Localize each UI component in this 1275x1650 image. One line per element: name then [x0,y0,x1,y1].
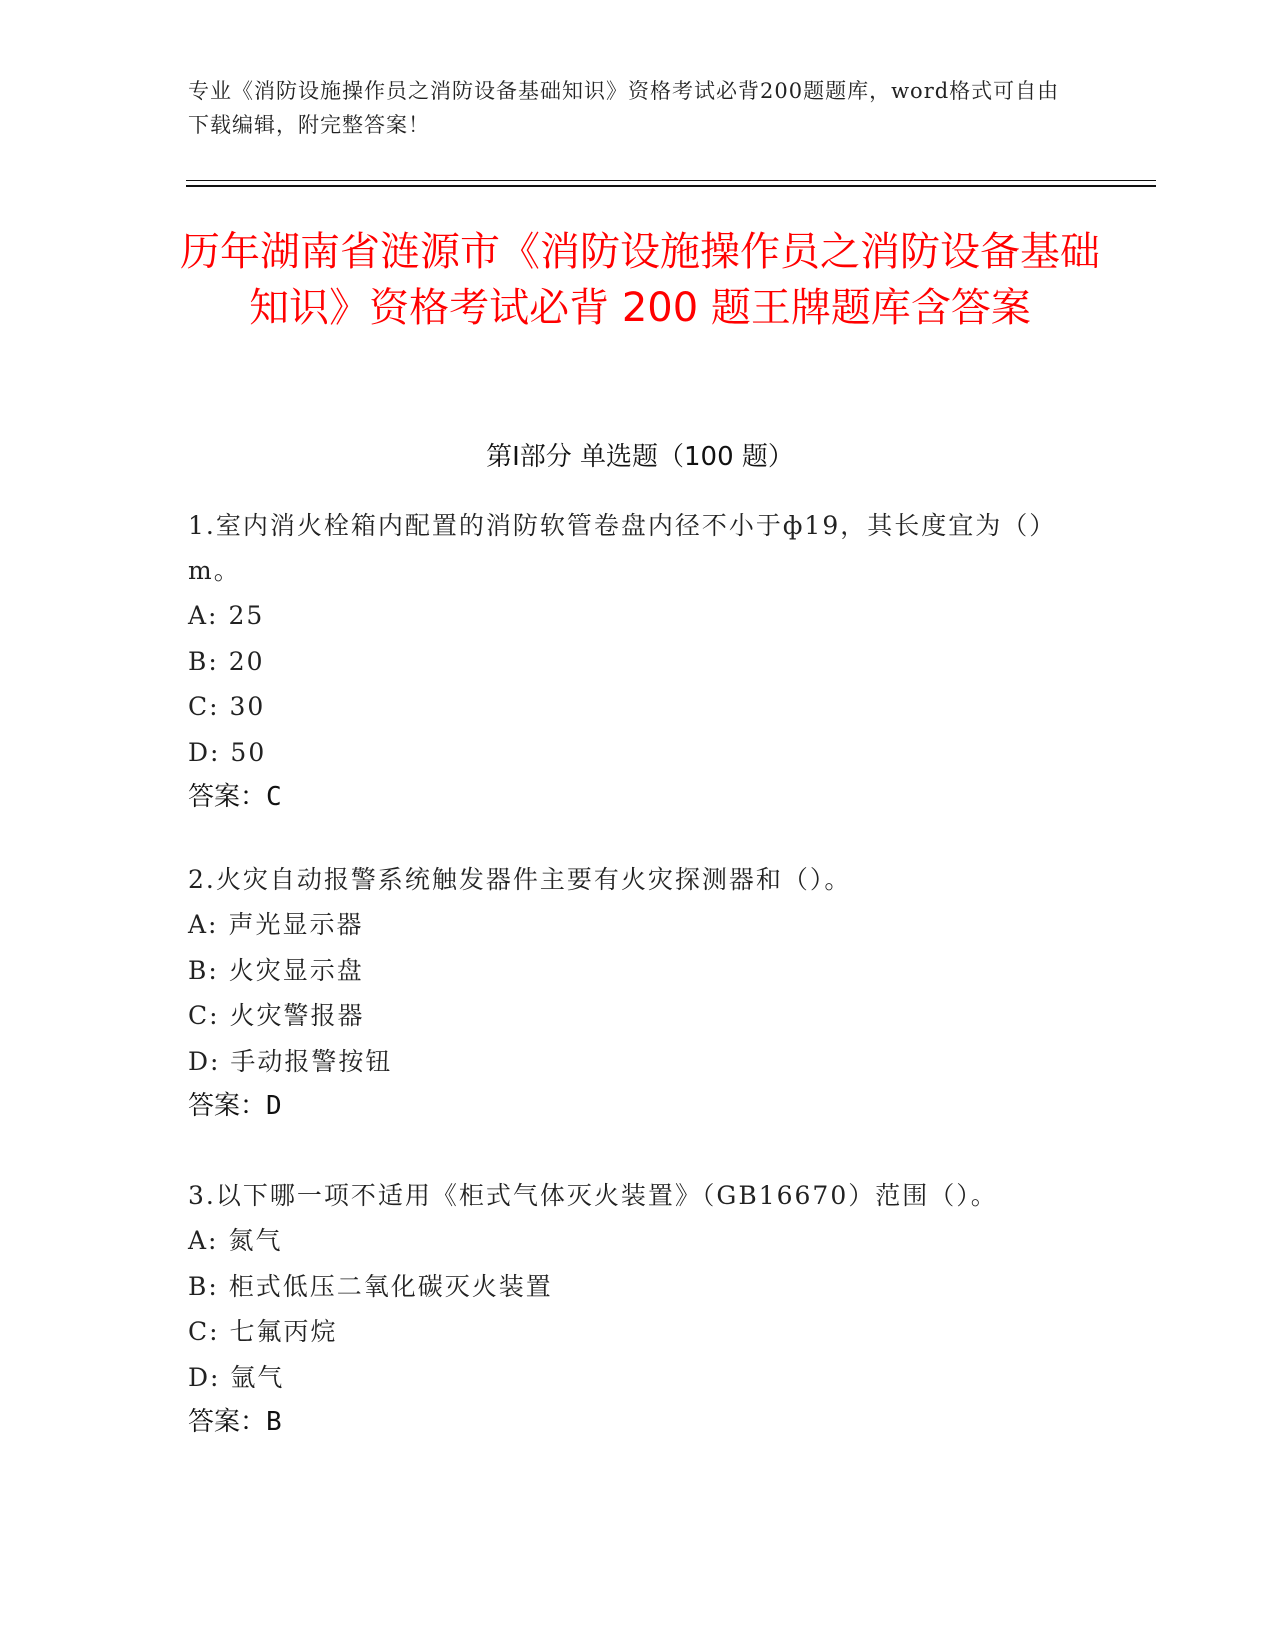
option-text: 氮气 [228,1226,283,1255]
question-2 [188,857,1068,1129]
answer-value: D [266,1091,282,1121]
option-label: C: [188,1317,220,1346]
option-label: B: [188,955,219,985]
answer [188,1400,1068,1445]
option-d [188,1355,1068,1401]
option-label: C: [188,692,220,721]
option-a [188,1218,1068,1264]
option-label: C: [188,1001,220,1030]
answer [188,775,1068,820]
option-label: D: [188,1362,221,1392]
header-note: 专业《消防设施操作员之消防设备基础知识》资格考试必背200题题库，word格式可自由下载编辑，附完整答案！ [188,79,1060,137]
option-text: 20 [228,646,265,676]
question-stem: 2.火灾自动报警系统触发器件主要有火灾探测器和（）。 [188,865,852,894]
option-label: D: [188,737,221,767]
option-b [188,948,1068,994]
question-3 [188,1173,1068,1445]
header-divider-thick [186,185,1156,187]
option-a [188,902,1068,948]
option-text: 七氟丙烷 [229,1317,338,1346]
answer-label: 答案： [188,1407,267,1437]
option-text: 柜式低压二氧化碳灭火装置 [228,1271,553,1301]
option-label: A: [188,601,219,630]
option-text: 火灾警报器 [229,1001,365,1030]
option-label: D: [188,1046,221,1076]
option-label: A: [188,910,219,939]
document-title: 历年湖南省涟源市《消防设施操作员之消防设备基础知识》资格考试必背 200 题王牌题库含答案 [180,229,1100,331]
option-a [188,593,1068,639]
header-divider-thin [186,180,1156,181]
option-text: 50 [230,737,267,767]
option-text: 手动报警按钮 [230,1046,393,1076]
option-text: 火灾显示盘 [228,955,364,985]
option-c [188,684,1068,730]
answer-label: 答案： [188,1091,267,1121]
answer-value: B [266,1407,282,1437]
option-label: B: [188,1271,219,1301]
option-text: 声光显示器 [228,910,364,939]
option-text: 氩气 [230,1362,285,1392]
option-c [188,993,1068,1039]
answer-value: C [266,782,282,812]
section-heading: 第Ⅰ部分 单选题（100 题） [486,442,794,472]
option-text: 25 [228,601,265,630]
answer-label: 答案： [188,782,267,812]
answer [188,1084,1068,1129]
question-stem: 1.室内消火栓箱内配置的消防软管卷盘内径不小于ф19，其长度宜为（）m。 [188,511,1057,585]
option-b [188,639,1068,685]
option-label: B: [188,646,219,676]
option-d [188,730,1068,776]
option-text: 30 [229,692,266,721]
option-b [188,1264,1068,1310]
question-1 [188,503,1068,820]
option-d [188,1039,1068,1085]
question-stem: 3.以下哪一项不适用《柜式气体灭火装置》（GB16670）范围（）。 [188,1181,998,1210]
option-label: A: [188,1226,219,1255]
option-c [188,1309,1068,1355]
